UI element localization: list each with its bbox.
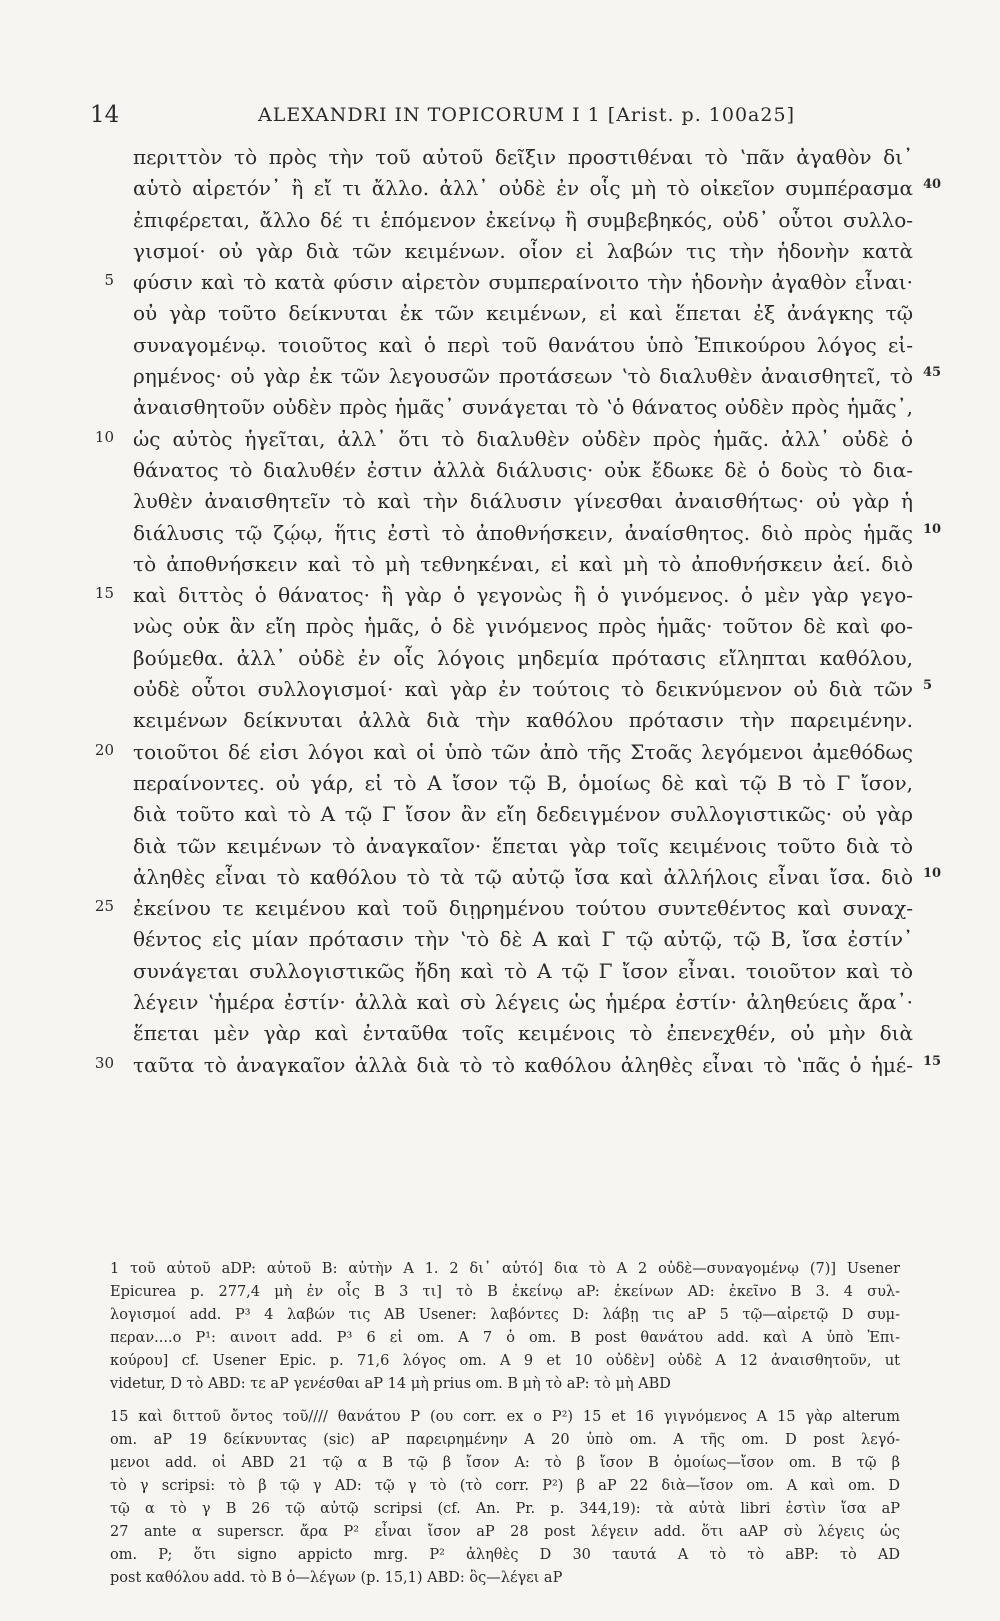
line-text: περιττὸν τὸ πρὸς τὴν τοῦ αὐτοῦ δεῖξιν προστιθέναι τὸ ʽπᾶν ἀγαθὸν δι᾽ xyxy=(133,145,913,169)
apparatus-line: om. aP 19 δείκνυντας (sic) aP παρειρημένην A 20 ὑπὸ om. A τῆς om. D post λεγό- xyxy=(110,1432,900,1448)
line-text: λυθὲν ἀναισθητεῖν τὸ καὶ τὴν διάλυσιν γίνεσθαι ἀναισθήτως· οὐ γὰρ ἡ xyxy=(133,489,913,514)
apparatus-line: 15 καὶ διττοῦ ὄντος τοῦ//// θανάτου P (ου corr. ex ο P²) 15 et 16 γιγνόμενος A 15 γὰρ alterum xyxy=(110,1409,900,1425)
text-line xyxy=(0,1018,1000,1049)
text-line xyxy=(0,580,1000,611)
text-line xyxy=(0,455,1000,486)
line-text: ταῦτα τὸ ἀναγκαῖον ἀλλὰ διὰ τὸ τὸ καθόλου ἀληθὲς εἶναι τὸ ʽπᾶς ὁ ἡμέ- xyxy=(133,1052,913,1077)
line-text: τοιοῦτοι δέ εἰσι λόγοι καὶ οἱ ὑπὸ τῶν ἀπὸ τῆς Στοᾶς λεγόμενοι ἀμεθόδως xyxy=(133,739,913,764)
apparatus-criticus xyxy=(110,1258,900,1590)
apparatus-line: 27 ante α superscr. ἄρα P² εἶναι ἴσον aP 28 post λέγειν add. ὅτι aAP σὺ λέγεις ὡς xyxy=(110,1524,900,1540)
line-number-right: 10 xyxy=(923,865,942,881)
text-line xyxy=(0,267,1000,298)
text-line xyxy=(0,862,1000,893)
apparatus-line: κούρου] cf. Usener Epic. p. 71,6 λόγος om. A 9 et 10 οὐδὲν] οὐδὲ A 12 ἀναισθητοῦν, ut xyxy=(110,1353,900,1369)
line-text: βούμεθα. ἀλλ᾽ οὐδὲ ἐν οἷς λόγοις μηδεμία πρότασις εἴληπται καθόλου, xyxy=(133,645,913,670)
line-text: ἕπεται μὲν γὰρ καὶ ἐνταῦθα τοῖς κειμένοις τὸ ἐπενεχθέν, οὐ μὴν διὰ xyxy=(133,1021,913,1046)
line-text: διὰ τοῦτο καὶ τὸ Α τῷ Γ ἴσον ἂν εἴη δεδειγμένον συλλογιστικῶς· οὐ γὰρ xyxy=(133,802,913,827)
line-text: διάλυσις τῷ ζῴῳ, ἥτις ἐστὶ τὸ ἀποθνήσκειν, ἀναίσθητος. διὸ πρὸς ἡμᾶς xyxy=(133,520,913,545)
apparatus-line: μενοι add. οἱ ABD 21 τῷ α B τῷ β ἴσον A: τὸ β ἴσον B ὁμοίως—ἴσον om. B τῷ β xyxy=(110,1455,900,1471)
line-text: ὡς αὐτὸς ἡγεῖται, ἀλλ᾽ ὅτι τὸ διαλυθὲν οὐδὲν πρὸς ἡμᾶς. ἀλλ᾽ οὐδὲ ὁ xyxy=(133,426,913,451)
line-text: ρημένος· οὐ γὰρ ἐκ τῶν λεγουσῶν προτάσεων ʽτὸ διαλυθὲν ἀναισθητεῖ, τὸ xyxy=(133,364,913,389)
line-text: ἀναισθητοῦν οὐδὲν πρὸς ἡμᾶς᾽ συνάγεται τὸ ʽὁ θάνατος οὐδὲν πρὸς ἡμᾶς᾽, xyxy=(133,395,913,420)
line-text: οὐ γὰρ τοῦτο δείκνυται ἐκ τῶν κειμένων, εἰ καὶ ἕπεται ἐξ ἀνάγκης τῷ xyxy=(133,301,913,326)
line-number-left: 5 xyxy=(104,271,114,290)
apparatus-line: om. P; ὅτι signo appicto mrg. P² ἀληθὲς D 30 ταυτά A τὸ τὸ aBP: τὸ AD xyxy=(110,1547,900,1563)
line-number-right: 10 xyxy=(923,521,942,537)
text-line xyxy=(0,737,1000,768)
apparatus-line: τὸ γ scripsi: τὸ β τῷ γ AD: τῷ γ τὸ (τὸ corr. P²) β aP 22 διὰ—ἴσον om. A καὶ om. D xyxy=(110,1478,900,1494)
line-number-left: 20 xyxy=(94,740,114,759)
apparatus-line: 1 τοῦ αὐτοῦ aDP: αὐτοῦ B: αὐτὴν A 1. 2 δι᾽ αὑτό] δια τὸ A 2 οὐδὲ—συναγομένῳ (7)] Usener xyxy=(110,1261,900,1277)
apparatus-line: τῷ α τὸ γ B 26 τῷ αὐτῷ scripsi (cf. An. Pr. p. 344,19): τὰ αὐτὰ libri ἐστὶν ἴσα aP xyxy=(110,1501,900,1517)
line-text: περαίνοντες. οὐ γάρ, εἰ τὸ Α ἴσον τῷ Β, ὁμοίως δὲ καὶ τῷ Β τὸ Γ ἴσον, xyxy=(133,770,913,795)
apparatus-line: περαν....ο P¹: αινοιτ add. P³ 6 εἰ om. A 7 ὁ om. B post θανάτου add. καὶ A ὑπὸ Ἐπι- xyxy=(110,1330,900,1346)
line-number-right: 5 xyxy=(923,678,933,694)
text-line xyxy=(0,486,1000,517)
text-line xyxy=(0,643,1000,674)
line-number-right: 45 xyxy=(923,365,942,381)
line-number-right: 15 xyxy=(923,1053,942,1069)
line-text: καὶ διττὸς ὁ θάνατος· ἢ γὰρ ὁ γεγονὼς ἢ ὁ γινόμενος. ὁ μὲν γὰρ γεγο- xyxy=(133,583,913,608)
text-line xyxy=(0,330,1000,361)
line-number-left: 25 xyxy=(94,897,114,916)
line-text: ἐπιφέρεται, ἄλλο δέ τι ἑπόμενον ἐκείνῳ ἢ συμβεβηκός, οὐδ᾽ οὗτοι συλλο- xyxy=(133,207,913,232)
apparatus-line: λογισμοί add. P³ 4 λαβών τις AB Usener: λαβόντες D: λάβῃ τις aP 5 τῷ—αἱρετῷ D συμ- xyxy=(110,1307,900,1323)
text-line xyxy=(0,768,1000,799)
apparatus-block-1 xyxy=(110,1258,900,1396)
line-number-left: 30 xyxy=(94,1053,114,1072)
apparatus-line: post καθόλου add. τὸ B ὁ—λέγων (p. 15,1) ABD: ὃς—λέγει aP xyxy=(110,1570,563,1586)
text-line xyxy=(0,1050,1000,1081)
text-line xyxy=(0,361,1000,392)
line-text: συναγομένῳ. τοιοῦτος καὶ ὁ περὶ τοῦ θανάτου ὑπὸ Ἐπικούρου λόγος εἰ- xyxy=(133,332,913,357)
apparatus-line: videtur, D τὸ ABD: τε aP γενέσθαι aP 14 μὴ prius om. B μὴ τὸ aP: τὸ μὴ ABD xyxy=(110,1376,671,1392)
text-line xyxy=(0,518,1000,549)
line-text: νὼς οὐκ ἂν εἴη πρὸς ἡμᾶς, ὁ δὲ γινόμενος πρὸς ἡμᾶς· τοῦτον δὲ καὶ φο- xyxy=(133,614,913,639)
text-line xyxy=(0,893,1000,924)
line-text: συνάγεται συλλογιστικῶς ἤδη καὶ τὸ Α τῷ Γ ἴσον εἶναι. τοιοῦτον καὶ τὸ xyxy=(133,958,913,983)
text-line xyxy=(0,424,1000,455)
line-text: διὰ τῶν κειμένων τὸ ἀναγκαῖον· ἕπεται γὰρ τοῖς κειμένοις τοῦτο διὰ τὸ xyxy=(133,833,913,858)
text-line xyxy=(0,799,1000,830)
line-text: κειμένων δείκνυται ἀλλὰ διὰ τὴν καθόλου πρότασιν τὴν παρειμένην. xyxy=(133,708,913,733)
page-header xyxy=(90,102,910,136)
text-line xyxy=(0,674,1000,705)
apparatus-line: Epicurea p. 277,4 μὴ ἐν οἷς B 3 τι] τὸ B ἐκείνῳ aP: ἐκείνων AD: ἐκεῖνο B 3. 4 συλ- xyxy=(110,1284,900,1300)
text-line xyxy=(0,205,1000,236)
line-text: φύσιν καὶ τὸ κατὰ φύσιν αἱρετὸν συμπεραίνοιτο τὴν ἡδονὴν ἀγαθὸν εἶναι· xyxy=(133,270,913,295)
line-text: θάνατος τὸ διαλυθέν ἐστιν ἀλλὰ διάλυσις· οὐκ ἔδωκε δὲ ὁ δοὺς τὸ δια- xyxy=(133,457,913,482)
apparatus-separator xyxy=(110,1396,900,1406)
text-line xyxy=(0,831,1000,862)
line-text: τὸ ἀποθνήσκειν καὶ τὸ μὴ τεθνηκέναι, εἰ καὶ μὴ τὸ ἀποθνήσκειν ἀεί. διὸ xyxy=(133,551,913,576)
line-number-right: 40 xyxy=(923,177,942,193)
line-text: ἐκείνου τε κειμένου καὶ τοῦ διῃρημένου τούτου συντεθέντος καὶ συναχ- xyxy=(133,896,913,921)
line-text: ἀληθὲς εἶναι τὸ καθόλου τὸ τὰ τῷ αὐτῷ ἴσα καὶ ἀλλήλοις εἶναι ἴσα. διὸ xyxy=(133,864,913,889)
text-line xyxy=(0,392,1000,423)
text-line xyxy=(0,705,1000,736)
text-line xyxy=(0,236,1000,267)
text-line xyxy=(0,987,1000,1018)
line-text: θέντος εἰς μίαν πρότασιν τὴν ʽτὸ δὲ Α καὶ Γ τῷ αὐτῷ, τῷ Β, ἴσα ἐστίν᾽ xyxy=(133,927,913,952)
text-line xyxy=(0,611,1000,642)
apparatus-block-2 xyxy=(110,1406,900,1590)
line-text: λέγειν ʽἡμέρα ἐστίν· ἀλλὰ καὶ σὺ λέγεις ὡς ἡμέρα ἐστίν· ἀληθεύεις ἄρα᾽· xyxy=(133,990,913,1015)
main-text-body xyxy=(0,142,1000,1081)
text-line xyxy=(0,298,1000,329)
line-number-left: 15 xyxy=(94,584,114,603)
page-number: 14 xyxy=(90,102,120,128)
text-line xyxy=(0,956,1000,987)
line-text: οὐδὲ οὗτοι συλλογισμοί· καὶ γὰρ ἐν τούτοις τὸ δεικνύμενον οὐ διὰ τῶν xyxy=(133,677,913,702)
text-line xyxy=(0,924,1000,955)
text-line xyxy=(0,173,1000,204)
line-number-left: 10 xyxy=(94,427,114,446)
line-text: αὑτὸ αἱρετόν᾽ ἢ εἴ τι ἄλλο. ἀλλ᾽ οὐδὲ ἐν οἷς μὴ τὸ οἰκεῖον συμπέρασμα xyxy=(133,176,913,201)
text-line xyxy=(0,549,1000,580)
line-text: γισμοί· οὐ γὰρ διὰ τῶν κειμένων. οἷον εἰ λαβών τις τὴν ἡδονὴν κατὰ xyxy=(133,238,913,263)
running-head: ALEXANDRI IN TOPICORUM I 1 [Arist. p. 100a25] xyxy=(258,104,795,126)
text-line xyxy=(0,142,1000,173)
